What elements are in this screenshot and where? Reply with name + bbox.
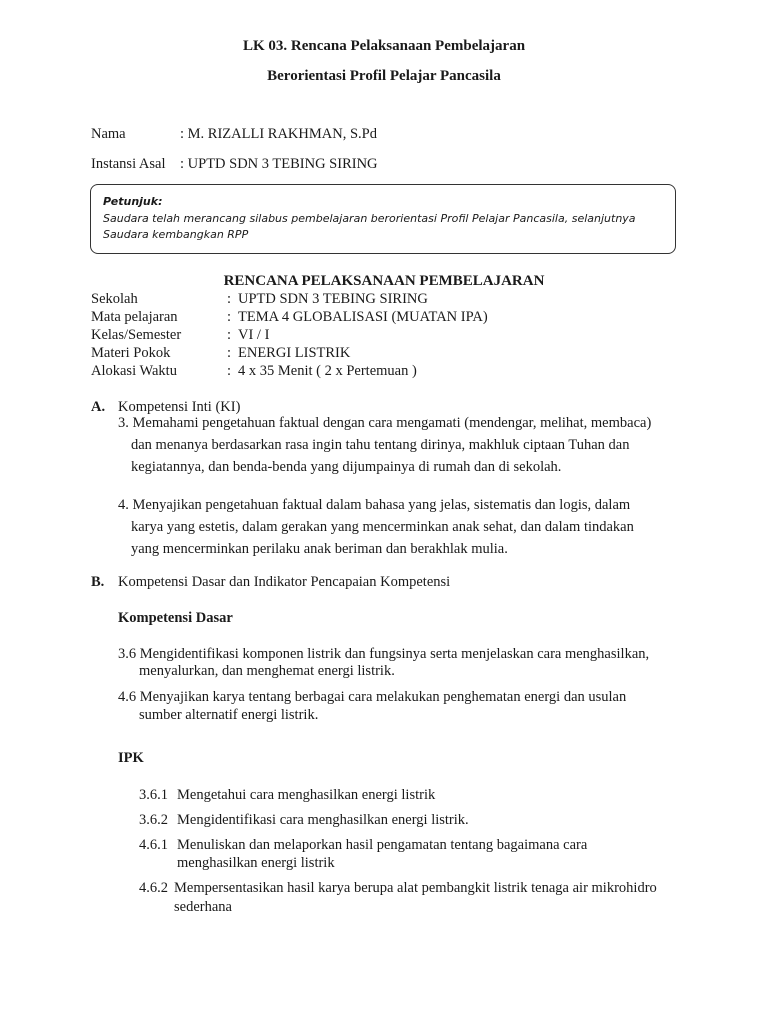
info-label-kelas-semester: Kelas/Semester: [91, 327, 182, 343]
info-colon: :: [227, 327, 232, 343]
info-colon: :: [227, 363, 232, 379]
ipk-code-4-6-2: 4.6.2: [139, 880, 168, 896]
ki4-line3: yang mencerminkan perilaku anak beriman dan berakhlak mulia.: [131, 541, 508, 557]
info-label-sekolah: Sekolah: [91, 291, 138, 307]
kd-item-4-6-line2: sumber alternatif energi listrik.: [139, 707, 319, 723]
name-label: Nama: [91, 126, 126, 142]
info-colon: :: [227, 291, 232, 307]
section-b-title: Kompetensi Dasar dan Indikator Pencapaian Kompetensi: [118, 574, 451, 590]
ki3-line3: kegiatannya, dan benda-benda yang dijumpainya di rumah dan di sekolah.: [131, 459, 562, 475]
instruction-box: [90, 184, 676, 254]
section-a-title: Kompetensi Inti (KI): [118, 399, 241, 415]
ipk-text-3-6-1: Mengetahui cara menghasilkan energi listrik: [177, 787, 436, 803]
info-colon: :: [227, 345, 232, 361]
ipk-text-3-6-2: Mengidentifikasi cara menghasilkan energi listrik.: [177, 812, 469, 828]
kd-heading: Kompetensi Dasar: [118, 610, 233, 626]
ipk-text-4-6-2: Mempersentasikan hasil karya berupa alat pembangkit listrik tenaga air mikrohidro: [174, 880, 657, 896]
document-title-line1: LK 03. Rencana Pelaksanaan Pembelajaran: [242, 38, 526, 54]
kd-item-4-6-line1: 4.6 Menyajikan karya tentang berbagai cara melakukan penghematan energi dan usulan: [118, 689, 627, 705]
info-label-alokasi-waktu: Alokasi Waktu: [91, 363, 177, 379]
kd-item-3-6-line2: menyalurkan, dan menghemat energi listrik.: [139, 663, 395, 679]
info-value-materi-pokok: ENERGI LISTRIK: [238, 345, 351, 361]
info-value-sekolah: UPTD SDN 3 TEBING SIRING: [238, 291, 428, 307]
ipk-code-3-6-1: 3.6.1: [139, 787, 168, 803]
ki3-line1: 3. Memahami pengetahuan faktual dengan cara mengamati (mendengar, melihat, membaca): [118, 415, 652, 431]
institution-value: : UPTD SDN 3 TEBING SIRING: [180, 156, 378, 172]
ki4-line1: 4. Menyajikan pengetahuan faktual dalam bahasa yang jelas, sistematis dan logis, dalam: [118, 497, 631, 513]
info-value-mata-pelajaran: TEMA 4 GLOBALISASI (MUATAN IPA): [238, 309, 488, 325]
ki3-line2: dan menanya berdasarkan rasa ingin tahu tentang dirinya, makhluk ciptaan Tuhan dan: [131, 437, 630, 453]
ipk-text-4-6-2-line2: sederhana: [174, 899, 232, 915]
info-label-materi-pokok: Materi Pokok: [91, 345, 171, 361]
section-b-marker: B.: [91, 574, 105, 590]
ipk-heading: IPK: [118, 750, 144, 766]
ipk-text-4-6-1-line2: menghasilkan energi listrik: [177, 855, 335, 871]
ki4-line2: karya yang estetis, dalam gerakan yang mencerminkan anak sehat, dan dalam tindakan: [131, 519, 634, 535]
info-value-kelas-semester: VI / I: [238, 327, 270, 343]
name-value: : M. RIZALLI RAKHMAN, S.Pd: [180, 126, 377, 142]
info-label-mata-pelajaran: Mata pelajaran: [91, 309, 178, 325]
kd-item-3-6-line1: 3.6 Mengidentifikasi komponen listrik dan fungsinya serta menjelaskan cara menghasilkan,: [118, 646, 650, 662]
rpp-title: RENCANA PELAKSANAAN PEMBELAJARAN: [223, 273, 545, 289]
instruction-label: Petunjuk:: [103, 195, 163, 208]
document-title-line2: Berorientasi Profil Pelajar Pancasila: [267, 68, 501, 84]
instruction-text: Saudara telah merancang silabus pembelajaran berorientasi Profil Pelajar Pancasila, selanjutnya Saudara kembangkan RPP: [103, 212, 636, 241]
info-colon: :: [227, 309, 232, 325]
institution-label: Instansi Asal: [91, 156, 166, 172]
ipk-text-4-6-1: Menuliskan dan melaporkan hasil pengamatan tentang bagaimana cara: [177, 837, 588, 853]
ipk-code-4-6-1: 4.6.1: [139, 837, 168, 853]
ipk-code-3-6-2: 3.6.2: [139, 812, 168, 828]
section-a-marker: A.: [91, 399, 106, 415]
info-value-alokasi-waktu: 4 x 35 Menit ( 2 x Pertemuan ): [238, 363, 417, 379]
